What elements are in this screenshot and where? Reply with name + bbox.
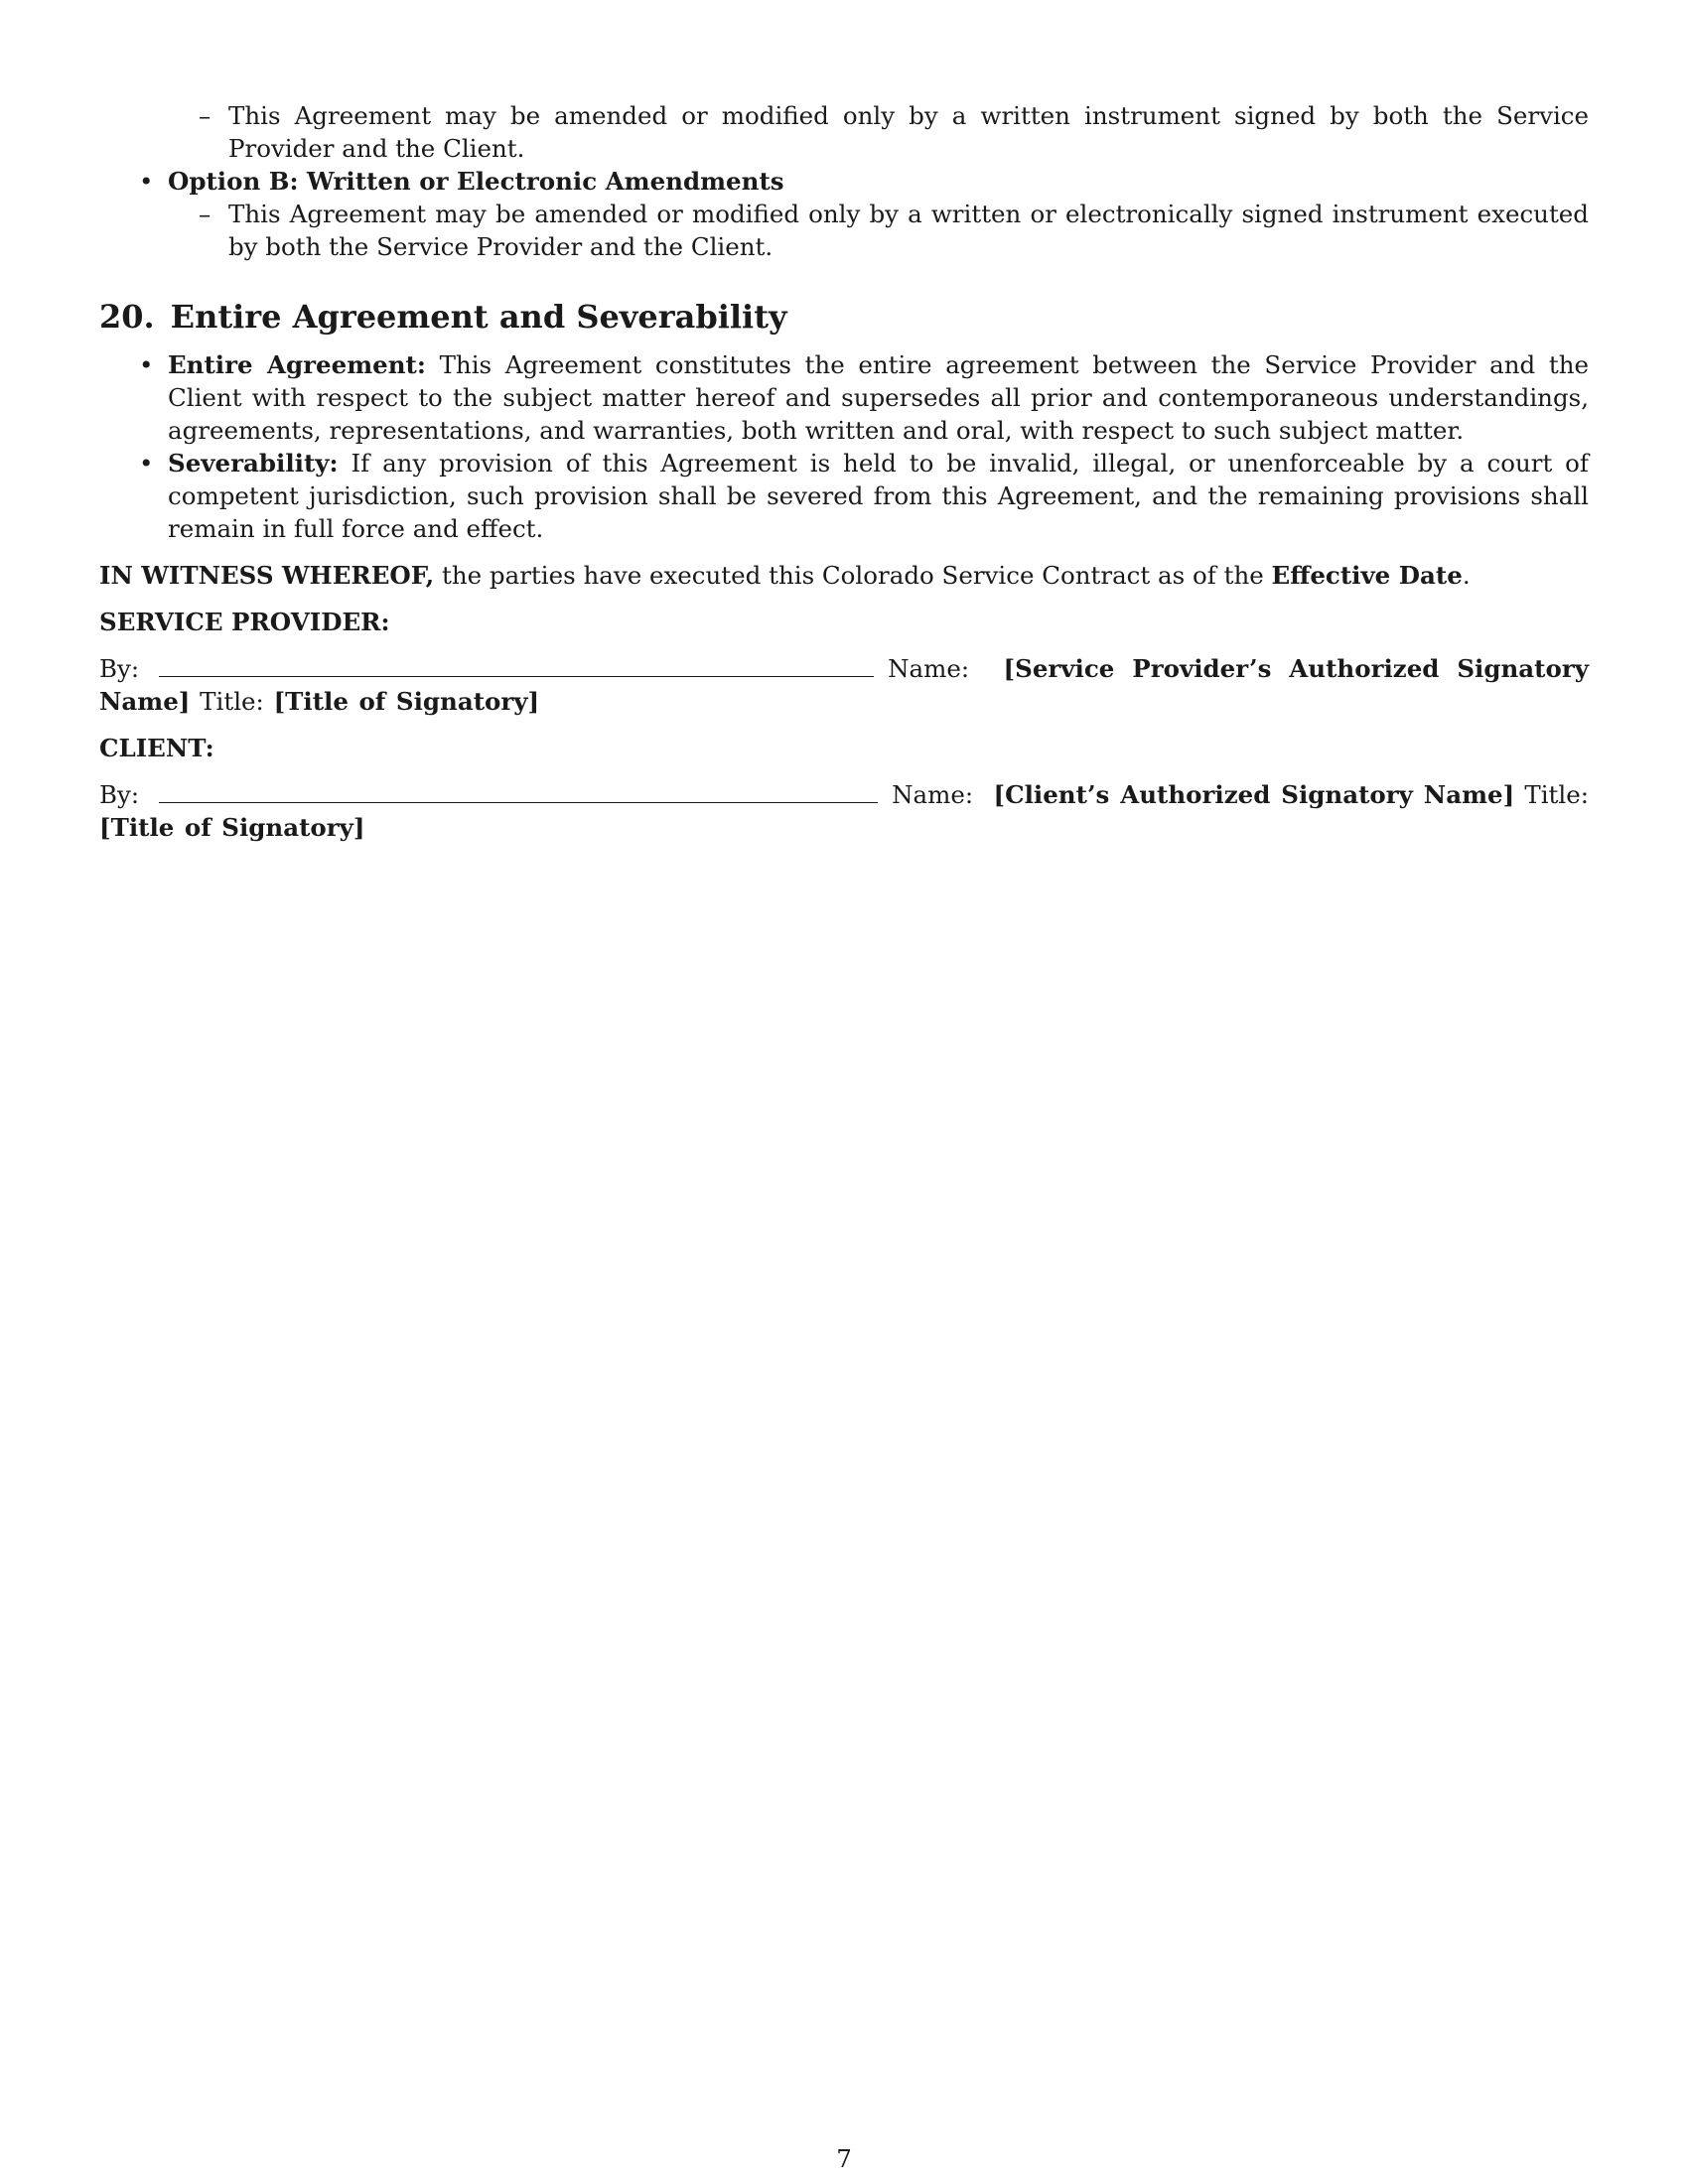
title-label: Title: xyxy=(1524,780,1589,809)
severability-text: If any provision of this Agreement is held to be invalid, illegal, or unenforceable by a court of competent jurisdiction, such provision shall be severed from this Agreement, and the remaining provisions shall remain in full force and effect. xyxy=(168,449,1589,543)
entire-agreement-text: This Agreement constitutes the entire agreement between the Service Provider and the Client with respect to the subject matter hereof and supersedes all prior and contemporaneous understandings, agreements, representations, and warranties, both written and oral, with respect to such subject matter. xyxy=(168,350,1589,445)
title-label: Title: xyxy=(200,687,264,716)
service-provider-signature-line[interactable] xyxy=(159,654,874,677)
client-title-value: [Title of Signatory] xyxy=(99,813,365,842)
option-b-title: Option B: Written or Electronic Amendments xyxy=(168,167,784,196)
service-provider-label: SERVICE PROVIDER: xyxy=(99,608,390,636)
bullet-marker: • xyxy=(139,167,154,196)
client-name-value: [Client’s Authorized Signatory Name] xyxy=(993,780,1515,809)
client-signature-block xyxy=(99,778,1589,844)
option-a-text: This Agreement may be amended or modified only by a written instrument signed by both the Service Provider and the Client. xyxy=(228,101,1589,163)
witness-text: the parties have executed this Colorado Service Contract as of the xyxy=(442,561,1264,590)
entire-agreement-item xyxy=(99,348,1589,447)
witness-end: . xyxy=(1462,561,1471,590)
entire-agreement-label: Entire Agreement: xyxy=(168,350,426,379)
effective-date: Effective Date xyxy=(1271,561,1463,590)
name-label: Name: xyxy=(892,780,974,809)
service-provider-signature-block xyxy=(99,652,1589,718)
option-b-text: This Agreement may be amended or modified only by a written or electronically signed instrument executed by both the Service Provider and the Client. xyxy=(228,200,1589,261)
by-label: By: xyxy=(99,654,140,683)
option-b-subitem xyxy=(99,198,1589,263)
page-number: 7 xyxy=(836,2144,852,2173)
severability-label: Severability: xyxy=(168,449,339,478)
witness-paragraph xyxy=(99,559,1589,592)
option-a-subitem xyxy=(99,99,1589,165)
bullet-marker: • xyxy=(139,350,154,379)
witness-lead: IN WITNESS WHEREOF, xyxy=(99,561,435,590)
document-page xyxy=(99,99,1589,844)
severability-item xyxy=(99,447,1589,545)
client-label: CLIENT: xyxy=(99,734,214,762)
section-20-heading xyxy=(99,297,1589,337)
section-number: 20. xyxy=(99,298,155,336)
client-signature-line[interactable] xyxy=(159,780,878,803)
service-provider-name-value: [Service Provider’s Authorized Signatory Name] xyxy=(99,654,1589,716)
section-title: Entire Agreement and Severability xyxy=(170,298,787,336)
option-b-item xyxy=(99,165,1589,198)
bullet-marker: • xyxy=(139,449,154,478)
name-label: Name: xyxy=(888,654,970,683)
service-provider-title-value: [Title of Signatory] xyxy=(273,687,540,716)
dash-marker: – xyxy=(199,101,211,130)
by-label: By: xyxy=(99,780,140,809)
dash-marker: – xyxy=(199,200,211,228)
